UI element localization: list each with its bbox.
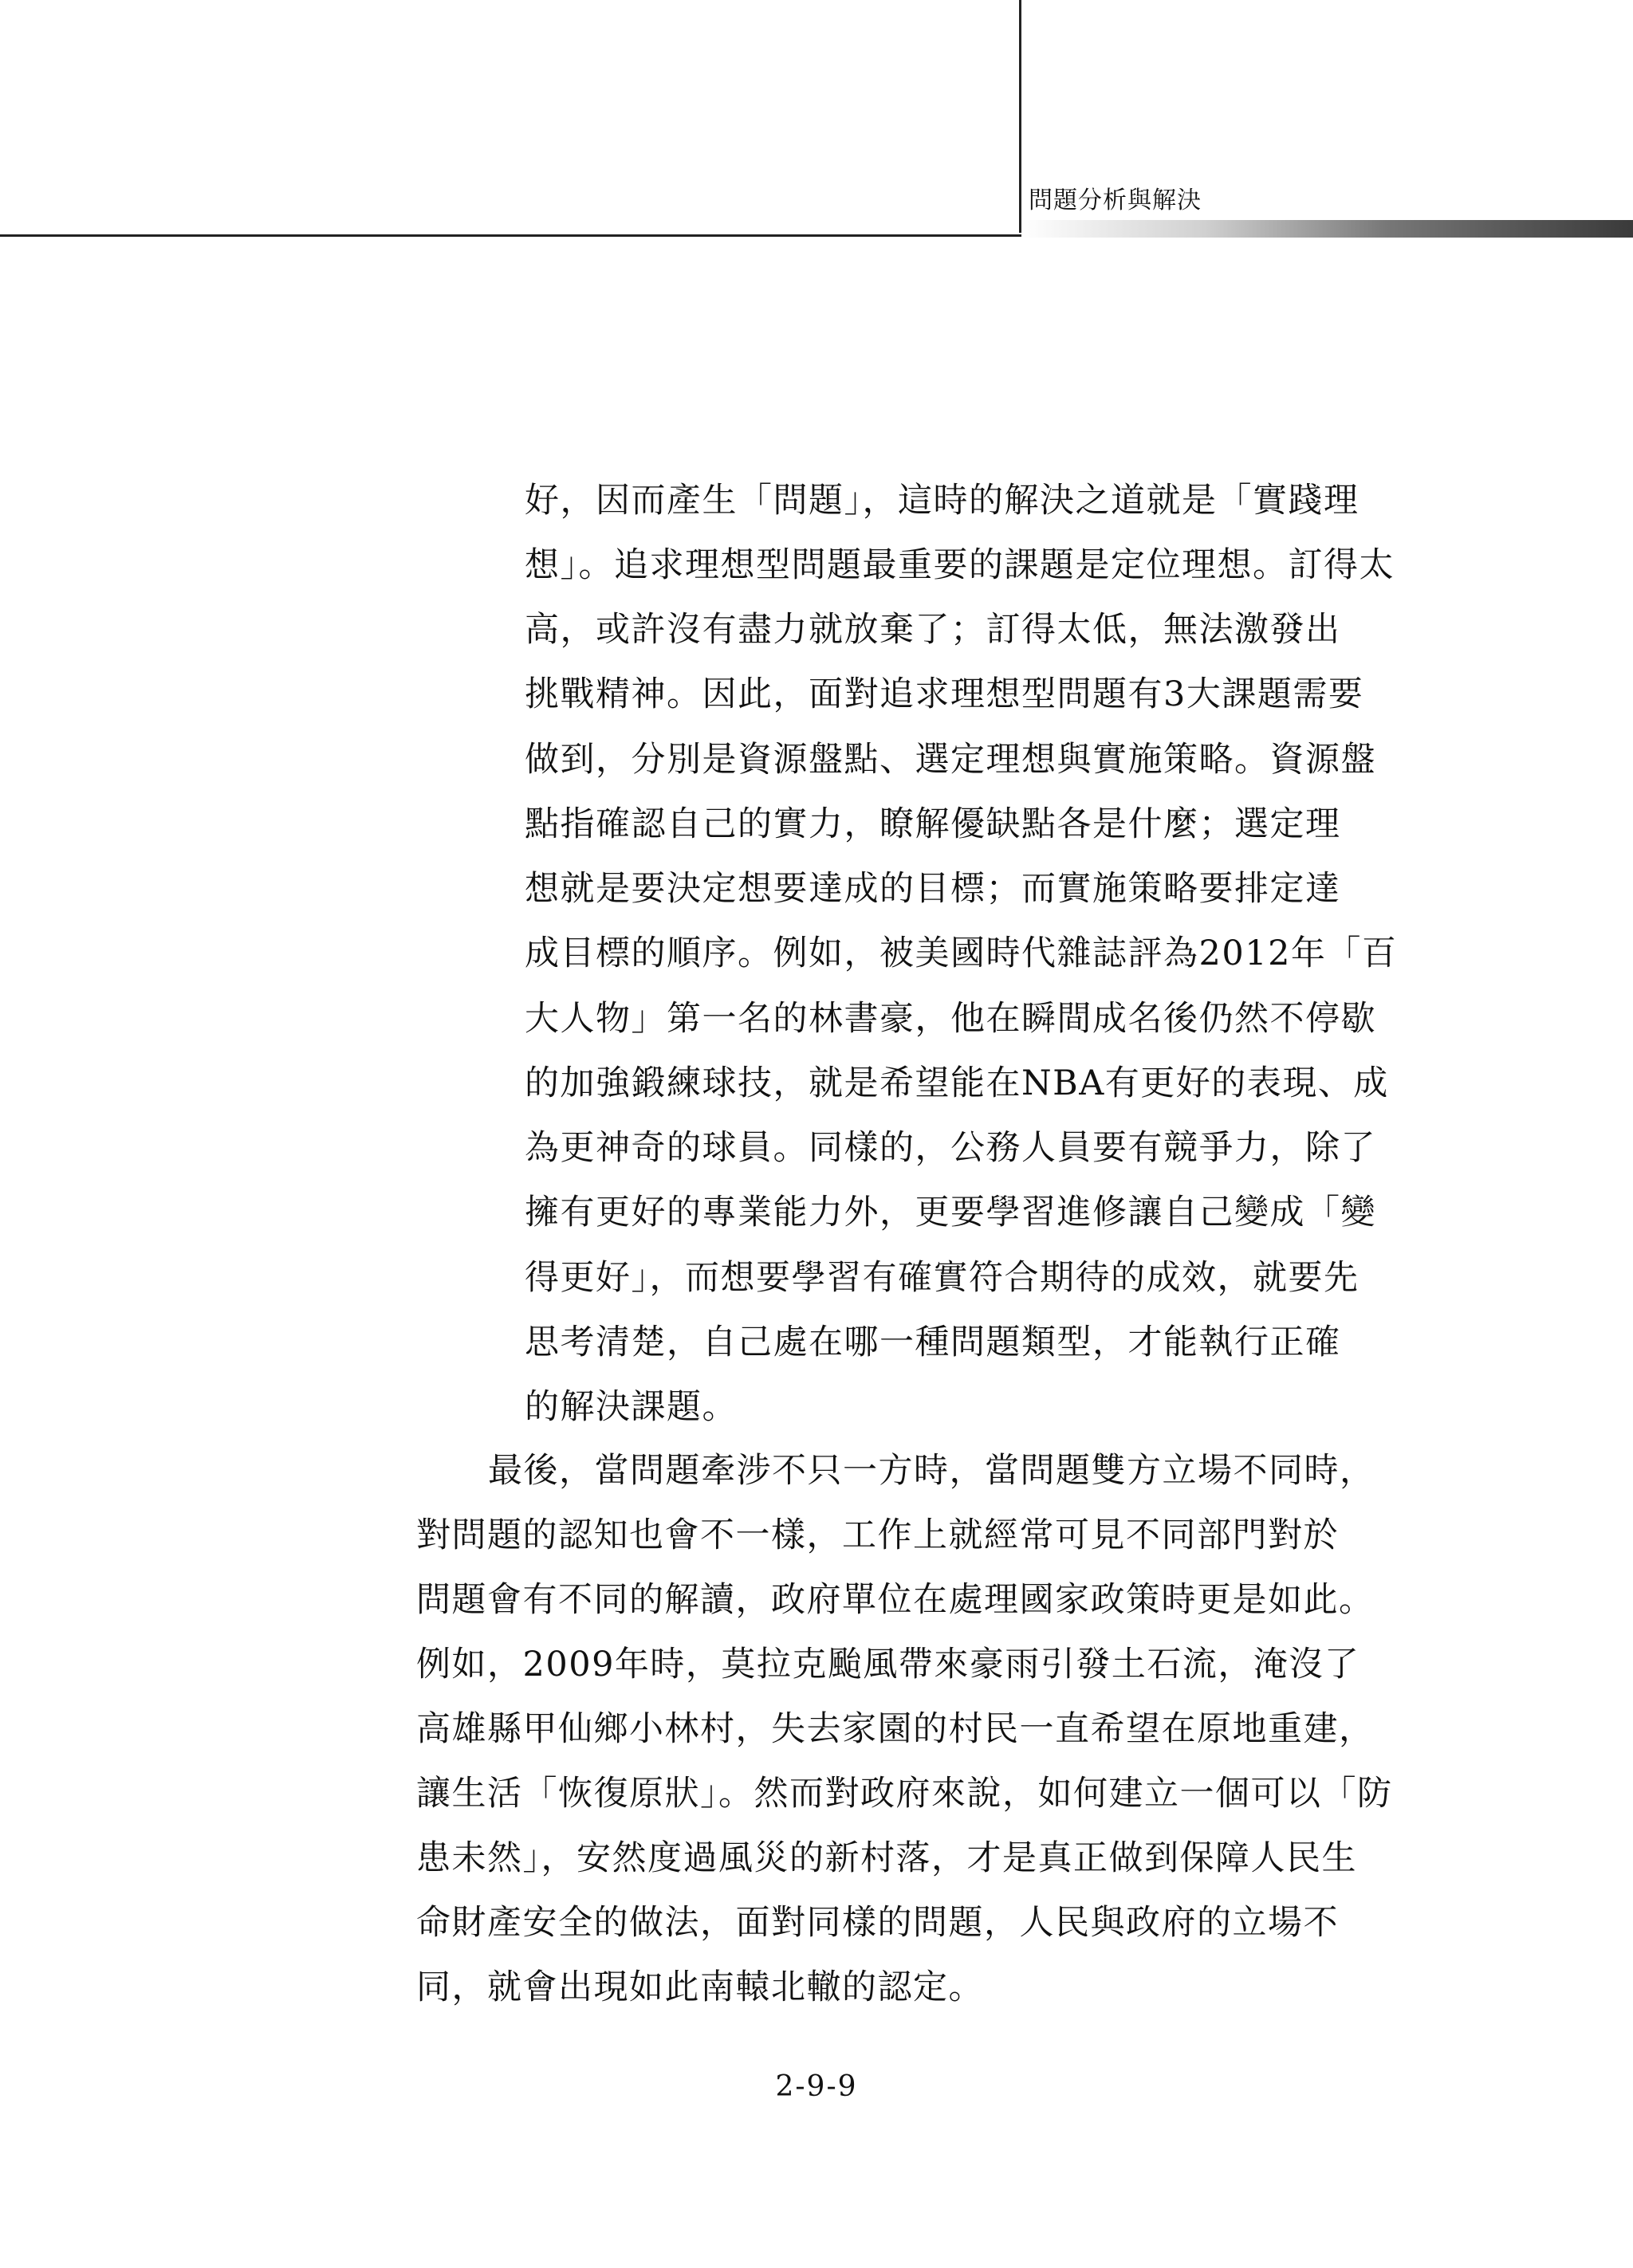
quote-line: 思考清楚，自己處在哪一種問題類型，才能執行正確 <box>525 1323 1341 1362</box>
page-number: 2-9-9 <box>775 2070 858 2103</box>
paragraph-line: 同，就會出現如此南轅北轍的認定。 <box>416 1967 984 2007</box>
quote-line: 的加強鍛練球技，就是希望能在NBA有更好的表現、成 <box>525 1063 1389 1103</box>
header-gradient-bar <box>1021 220 1633 238</box>
quote-line: 好，因而產生「問題」，這時的解決之道就是「實踐理 <box>525 481 1360 521</box>
paragraph-line: 高雄縣甲仙鄉小林村，失去家園的村民一直希望在原地重建， <box>416 1709 1375 1749</box>
quote-line: 得更好」，而想要學習有確實符合期待的成效，就要先 <box>525 1258 1360 1298</box>
quote-line: 點指確認自己的實力，瞭解優缺點各是什麼；選定理 <box>525 804 1341 844</box>
quote-line: 想」。追求理想型問題最重要的課題是定位理想。訂得太 <box>525 545 1395 585</box>
paragraph-line: 讓生活「恢復原狀」。然而對政府來說，如何建立一個可以「防 <box>416 1774 1393 1814</box>
paragraph-line: 問題會有不同的解讀，政府單位在處理國家政策時更是如此。 <box>416 1580 1375 1620</box>
paragraph-line: 最後，當問題牽涉不只一方時，當問題雙方立場不同時， <box>488 1451 1375 1491</box>
quote-line: 想就是要決定想要達成的目標；而實施策略要排定達 <box>525 869 1341 909</box>
quote-line: 的解決課題。 <box>525 1387 738 1427</box>
quote-line: 為更神奇的球員。同樣的，公務人員要有競爭力，除了 <box>525 1128 1376 1168</box>
paragraph-line: 患未然」，安然度過風災的新村落，才是真正做到保障人民生 <box>416 1838 1357 1878</box>
paragraph-line: 對問題的認知也會不一樣，工作上就經常可見不同部門對於 <box>416 1515 1339 1555</box>
header-horizontal-rule <box>0 234 1021 237</box>
quote-line: 高，或許沒有盡力就放棄了；訂得太低，無法激發出 <box>525 610 1341 650</box>
quote-line: 做到，分別是資源盤點、選定理想與實施策略。資源盤 <box>525 740 1376 780</box>
quote-line: 挑戰精神。因此，面對追求理想型問題有3大課題需要 <box>525 674 1364 714</box>
header-vertical-rule <box>1019 0 1021 233</box>
quote-line: 成目標的順序。例如，被美國時代雜誌評為2012年「百 <box>525 934 1398 973</box>
quote-line: 擁有更好的專業能力外，更要學習進修讓自己變成「變 <box>525 1193 1376 1232</box>
running-header-title: 問題分析與解決 <box>1029 187 1202 214</box>
paragraph-line: 命財產安全的做法，面對同樣的問題，人民與政府的立場不 <box>416 1903 1339 1943</box>
quote-line: 大人物」第一名的林書豪，他在瞬間成名後仍然不停歇 <box>525 999 1376 1039</box>
page-header <box>0 0 1633 239</box>
paragraph-line: 例如，2009年時，莫拉克颱風帶來豪雨引發土石流，淹沒了 <box>416 1645 1360 1684</box>
